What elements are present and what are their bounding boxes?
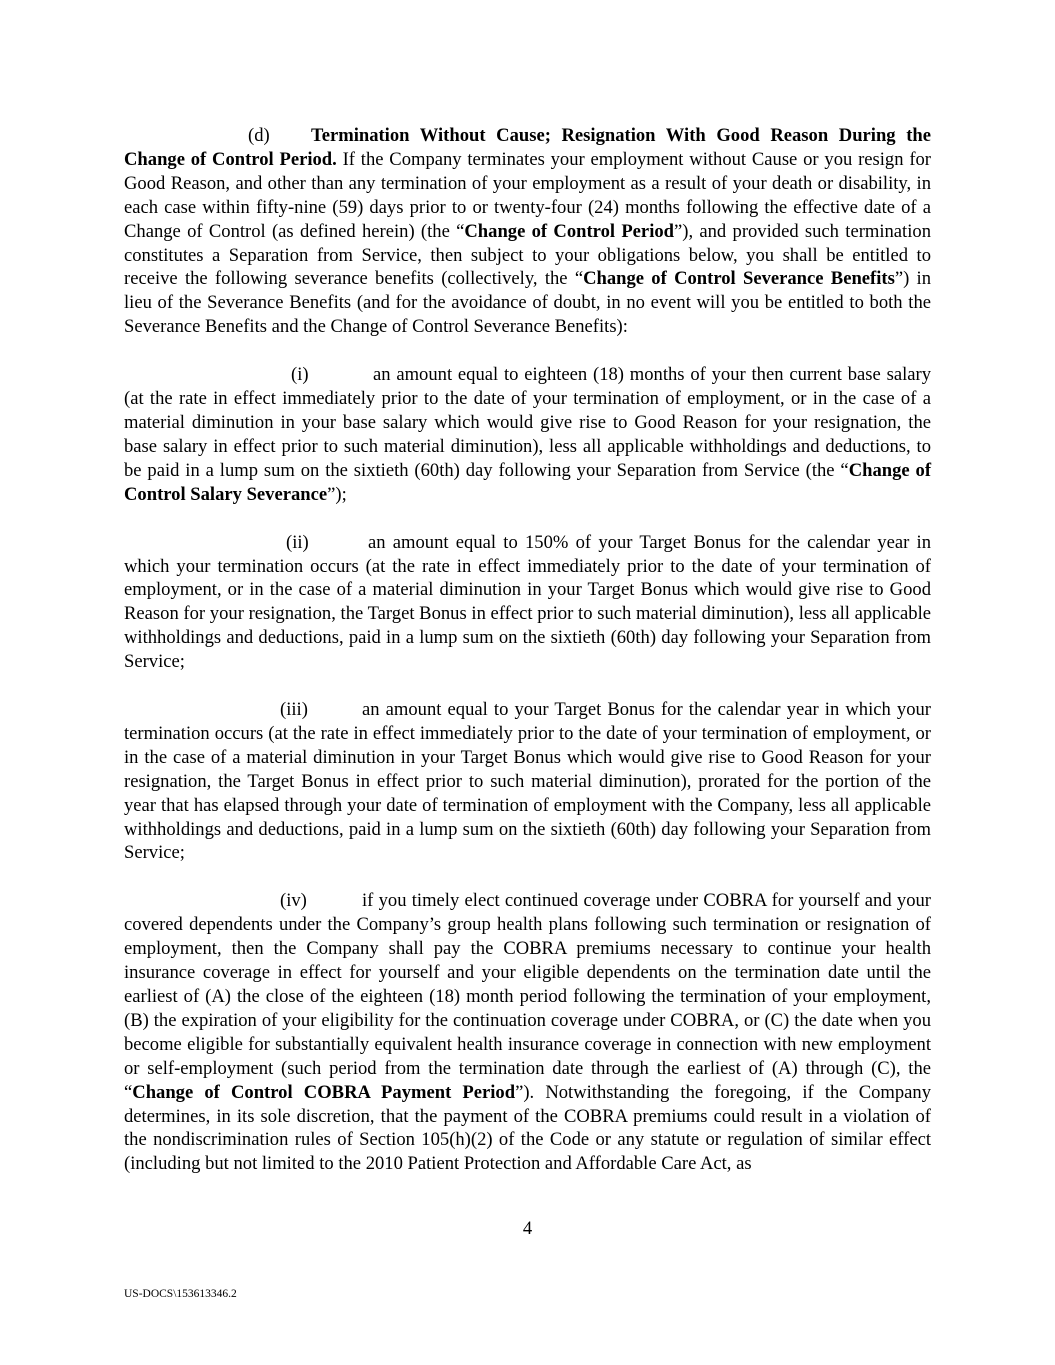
subparagraph-i [124, 363, 931, 506]
paragraph-d [124, 124, 931, 339]
defined-term: Change of Control Severance Benefits [583, 268, 895, 290]
subparagraph-iii [124, 698, 931, 865]
subparagraph-label: (iv) [280, 890, 307, 912]
subparagraph-label: (i) [291, 364, 309, 386]
subparagraph-text: ”). Notwithstanding the foregoing, if the Company determines, in its sole discretion, that the payment of the COBRA premiums could result in a violation of the nondiscrimination rules of Section 105(h)(2) of the Code or any statute or regulation of similar effect (including but not limited to the 2010 Patient Protection and Affordable Care Act, as [124, 1081, 932, 1175]
paragraph-text: ”) in lieu of the Severance Benefits (and for the avoidance of doubt, in no event will you be entitled to both the Severance Benefits and the Change of Control Severance Benefits): [124, 268, 932, 338]
paragraph-text: If the Company terminates your employment without Cause or you resign for Good Reason, and other than any termination of your employment as a result of your death or disability, in each case within fifty-nine (59) days prior to or twenty-four (24) months following the effective date of a Change of Control (as defined herein) (the “ [124, 148, 932, 242]
paragraph-text: ”), and provided such termination constitutes a Separation from Service, then subject to your obligations below, you shall be entitled to receive the following severance benefits (collectively, the “ [124, 220, 931, 290]
subparagraph-text: an amount equal to 150% of your Target Bonus for the calendar year in which your termination occurs (at the rate in effect immediately prior to the date of your termination of employment, or in the case of a material diminution in your Target Bonus which would give rise to Good Reason for your resignation, the Target Bonus in effect prior to such material diminution), less all applicable withholdings and deductions, paid in a lump sum on the sixtieth (60th) day following your Separation from Service; [124, 531, 931, 673]
paragraph-heading: Termination Without Cause; Resignation With Good Reason During the Change of Control Period. [124, 125, 931, 170]
defined-term: Change of Control Salary Severance [124, 459, 932, 505]
subparagraph-text: an amount equal to eighteen (18) months of your then current base salary (at the rate in effect immediately prior to the date of your termination of employment, or in the case of a material diminution in your base salary which would give rise to Good Reason for your resignation, the base salary in effect prior to such material diminution), less all applicable withholdings and deductions, to be paid in a lump sum on the sixtieth (60th) day following your Separation from Service (the “ [124, 364, 931, 481]
defined-term: Change of Control COBRA Payment Period [132, 1081, 516, 1103]
paragraph-label: (d) [248, 125, 270, 146]
subparagraph-label: (ii) [286, 531, 309, 553]
subparagraph-text: an amount equal to your Target Bonus for the calendar year in which your termination occurs (at the rate in effect immediately prior to the date of your termination of employment, or in the case of a material diminution in your Target Bonus which would give rise to Good Reason for your resignation, the Target Bonus in effect prior to such material diminution), prorated for the portion of the year that has elapsed through your date of termination of employment with the Company, less all applicable withholdings and deductions, paid in a lump sum on the sixtieth (60th) day following your Separation from Service; [124, 699, 931, 864]
page-number: 4 [522, 1218, 533, 1239]
subparagraph-text: if you timely elect continued coverage under COBRA for yourself and your covered dependents under the Company’s group health plans following such termination or resignation of employment, then the Company shall pay the COBRA premiums necessary to continue your health insurance coverage in effect for yourself and your eligible dependents on the termination date until the earliest of (A) the close of the eighteen (18) month period following the termination of your employment, (B) the expiration of your eligibility for the continuation coverage under COBRA, or (C) the date when you become eligible for substantially equivalent health insurance coverage in connection with new employment or self-employment (such period from the termination date through the earliest of (A) through (C), the “ [124, 890, 931, 1103]
subparagraph-label: (iii) [280, 699, 308, 721]
subparagraph-ii [124, 531, 931, 674]
subparagraph-iv [124, 889, 931, 1176]
document-id-footer: US-DOCS\153613346.2 [124, 1288, 237, 1300]
defined-term: Change of Control Period [464, 220, 674, 242]
document-body [124, 124, 931, 1200]
subparagraph-text: ”); [327, 483, 347, 505]
